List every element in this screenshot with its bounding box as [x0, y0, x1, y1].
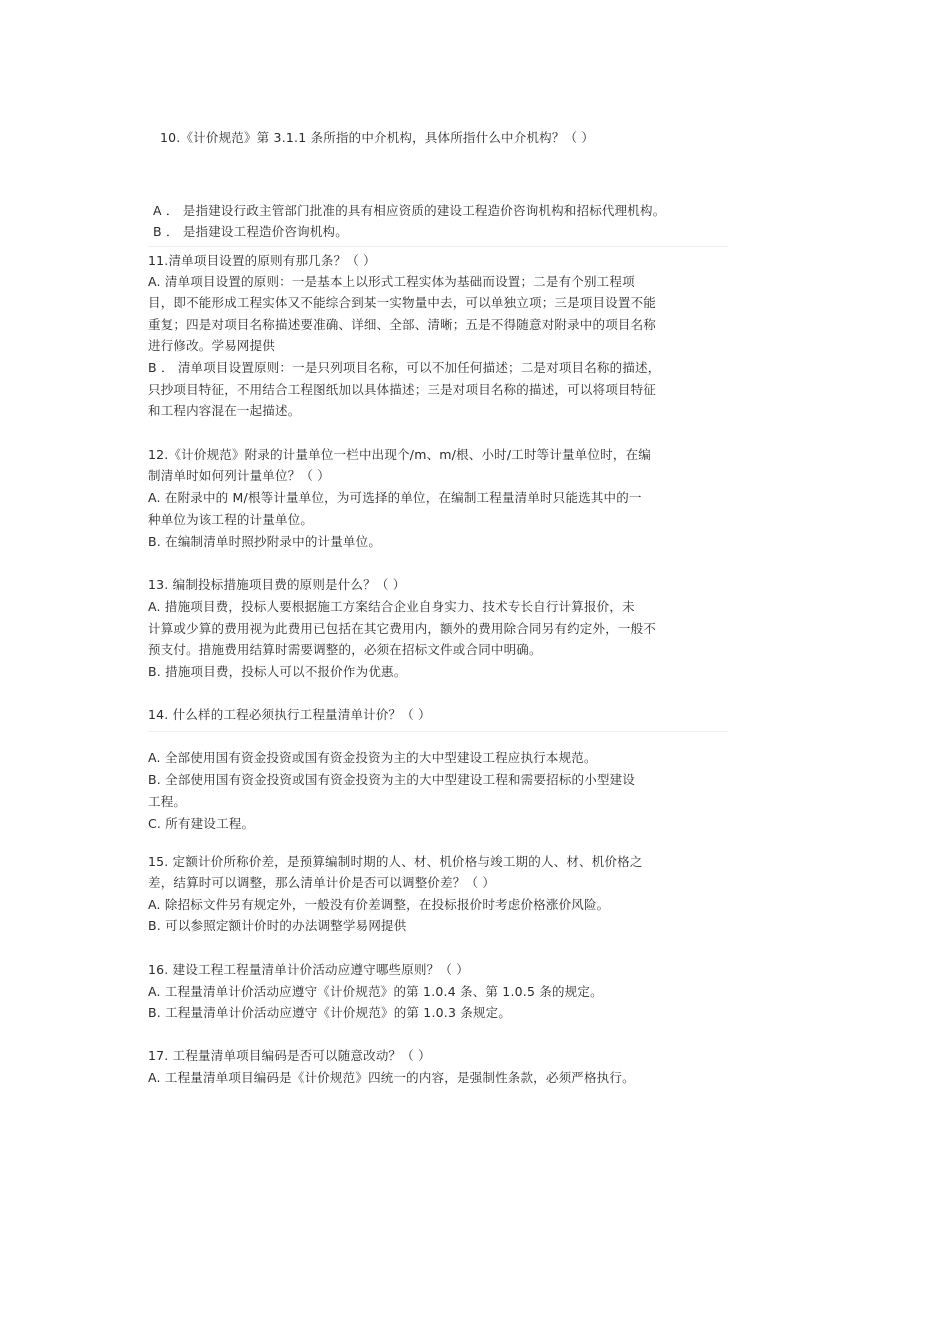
question-14-option-a: A. 全部使用国有资金投资或国有资金投资为主的大中型建设工程应执行本规范。 — [148, 750, 597, 765]
question-13-option-b: B. 措施项目费，投标人可以不报价作为优惠。 — [148, 664, 407, 679]
question-10-title: 10.《计价规范》第 3.1.1 条所指的中介机构，具体所指什么中介机构？（ ） — [160, 130, 595, 145]
question-12-option-b: B. 在编制清单时照抄附录中的计量单位。 — [148, 534, 382, 549]
question-10-option-b: B ． 是指建设工程造价咨询机构。 — [153, 224, 348, 239]
question-11-title: 11.清单项目设置的原则有那几条？（ ） — [148, 253, 376, 268]
question-12-title-line-1: 12.《计价规范》附录的计量单位一栏中出现个/m、m/根、小时/工时等计量单位时，在编 — [148, 447, 651, 462]
question-13-option-a-line-2: 计算或少算的费用视为此费用已包括在其它费用内，额外的费用除合同另有约定外，一般不 — [148, 621, 657, 636]
question-16-title: 16. 建设工程工程量清单计价活动应遵守哪些原则？（ ） — [148, 962, 469, 977]
question-12-title-line-2: 制清单时如何列计量单位？（ ） — [148, 468, 330, 483]
question-11-option-a-line-1: A. 清单项目设置的原则：一是基本上以形式工程实体为基础而设置；二是有个别工程项 — [148, 274, 635, 289]
question-15-title-line-2: 差，结算时可以调整，那么清单计价是否可以调整价差？（ ） — [148, 875, 496, 890]
question-11-option-b-line-3: 和工程内容混在一起描述。 — [148, 403, 301, 418]
question-14-title: 14. 什么样的工程必须执行工程量清单计价？（ ） — [148, 707, 431, 722]
question-11-option-a-line-3: 重复；四是对项目名称描述要准确、详细、全部、清晰；五是不得随意对附录中的项目名称 — [148, 317, 657, 332]
divider — [148, 246, 728, 247]
question-17-title: 17. 工程量清单项目编码是否可以随意改动？（ ） — [148, 1048, 431, 1063]
question-16-option-b: B. 工程量清单计价活动应遵守《计价规范》的第 1.0.3 条规定。 — [148, 1005, 512, 1020]
question-14-option-b-line-2: 工程。 — [148, 794, 187, 809]
question-13-option-a-line-3: 预支付。措施费用结算时需要调整的，必须在招标文件或合同中明确。 — [148, 642, 542, 657]
question-14-option-b-line-1: B. 全部使用国有资金投资或国有资金投资为主的大中型建设工程和需要招标的小型建设 — [148, 772, 636, 787]
divider — [148, 731, 728, 732]
question-14-option-c: C. 所有建设工程。 — [148, 816, 255, 831]
question-12-option-a-line-2: 种单位为该工程的计量单位。 — [148, 512, 314, 527]
question-16-option-a: A. 工程量清单计价活动应遵守《计价规范》的第 1.0.4 条、第 1.0.5 条的规定。 — [148, 984, 603, 999]
question-10-option-a: A ． 是指建设行政主管部门批准的具有相应资质的建设工程造价咨询机构和招标代理机构。 — [153, 203, 666, 218]
question-17-option-a: A. 工程量清单项目编码是《计价规范》四统一的内容，是强制性条款，必须严格执行。 — [148, 1070, 635, 1085]
question-13-option-a-line-1: A. 措施项目费，投标人要根据施工方案结合企业自身实力、技术专长自行计算报价，未 — [148, 599, 635, 614]
question-13-title: 13. 编制投标措施项目费的原则是什么？（ ） — [148, 577, 406, 592]
question-11-option-a-line-2: 目，即不能形成工程实体又不能综合到某一实物量中去，可以单独立项；三是项目设置不能 — [148, 295, 657, 310]
question-11-option-b-line-2: 只抄项目特征，不用结合工程图纸加以具体描述；三是对项目名称的描述，可以将项目特征 — [148, 382, 657, 397]
question-11-option-b-line-1: B ． 清单项目设置原则：一是只列项目名称，可以不加任何描述；二是对项目名称的描述， — [148, 360, 661, 375]
question-15-option-b: B. 可以参照定额计价时的办法调整学易网提供 — [148, 918, 407, 933]
question-11-option-a-line-4: 进行修改。学易网提供 — [148, 338, 276, 353]
question-15-option-a: A. 除招标文件另有规定外，一般没有价差调整，在投标报价时考虑价格涨价风险。 — [148, 897, 610, 912]
question-15-title-line-1: 15. 定额计价所称价差，是预算编制时期的人、材、机价格与竣工期的人、材、机价格之 — [148, 854, 643, 869]
question-12-option-a-line-1: A. 在附录中的 M/根等计量单位，为可选择的单位，在编制工程量清单时只能选其中的一 — [148, 490, 642, 505]
